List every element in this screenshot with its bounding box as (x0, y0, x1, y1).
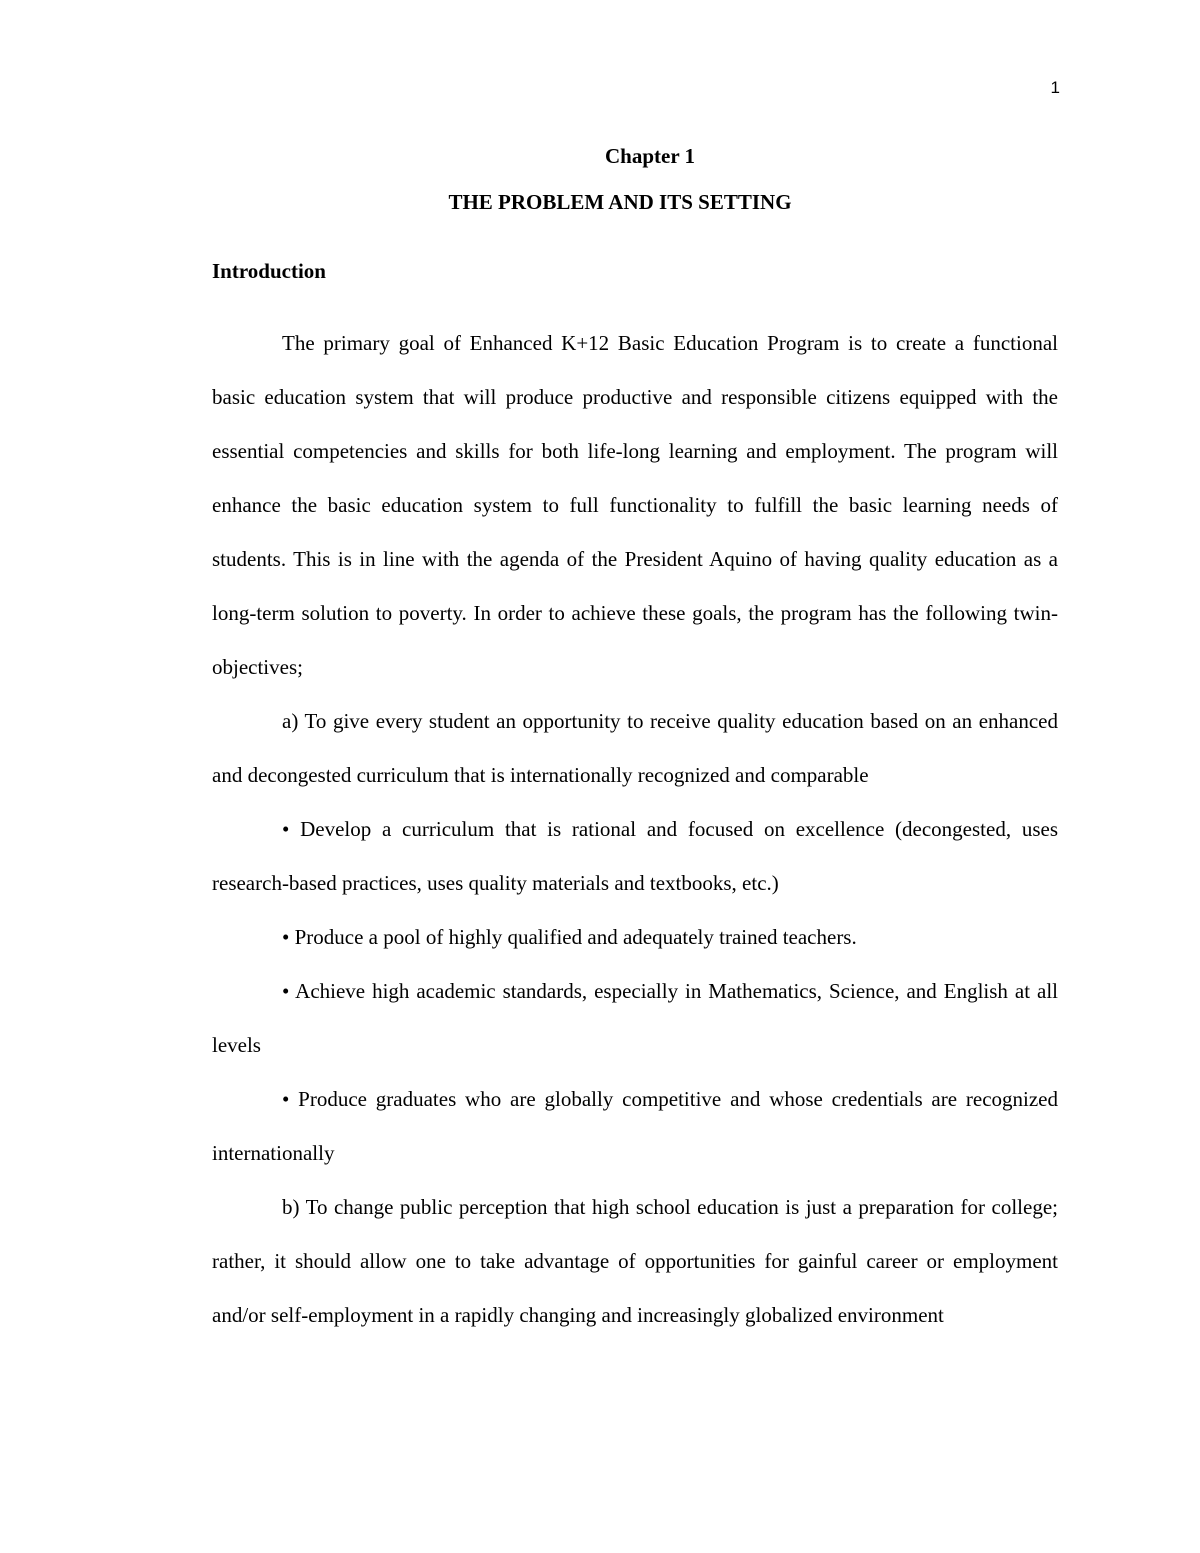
page-number: 1 (1050, 78, 1060, 97)
objective-a: a) To give every student an opportunity to receive quality education based on an enhanced and decongested curriculum that is internationally recognized and comparable (212, 709, 1058, 787)
bullet-curriculum: • Develop a curriculum that is rational and focused on excellence (decongested, uses research-based practices, uses quality materials and textbooks, etc.) (212, 817, 1058, 895)
section-heading: Introduction (212, 259, 326, 283)
bullet-graduates: • Produce graduates who are globally competitive and whose credentials are recognized internationally (212, 1087, 1058, 1165)
bullet-teachers: • Produce a pool of highly qualified and adequately trained teachers. (282, 925, 857, 949)
chapter-title: THE PROBLEM AND ITS SETTING (448, 190, 792, 214)
chapter-label: Chapter 1 (604, 144, 696, 168)
body-text (212, 316, 1058, 1342)
objective-b: b) To change public perception that high school education is just a preparation for college; rather, it should allow one to take advantage of opportunities for gainful career or employment and/or self-employment in a rapidly changing and increasingly globalized environment (212, 1195, 1058, 1327)
paragraph-intro: The primary goal of Enhanced K+12 Basic Education Program is to create a functional basic education system that will produce productive and responsible citizens equipped with the essential competencies and skills for both life-long learning and employment. The program will enhance the basic education system to full functionality to fulfill the basic learning needs of students. This is in line with the agenda of the President Aquino of having quality education as a long-term solution to poverty. In order to achieve these goals, the program has the following twin-objectives; (212, 331, 1058, 679)
bullet-standards: • Achieve high academic standards, especially in Mathematics, Science, and English at all levels (212, 979, 1058, 1057)
